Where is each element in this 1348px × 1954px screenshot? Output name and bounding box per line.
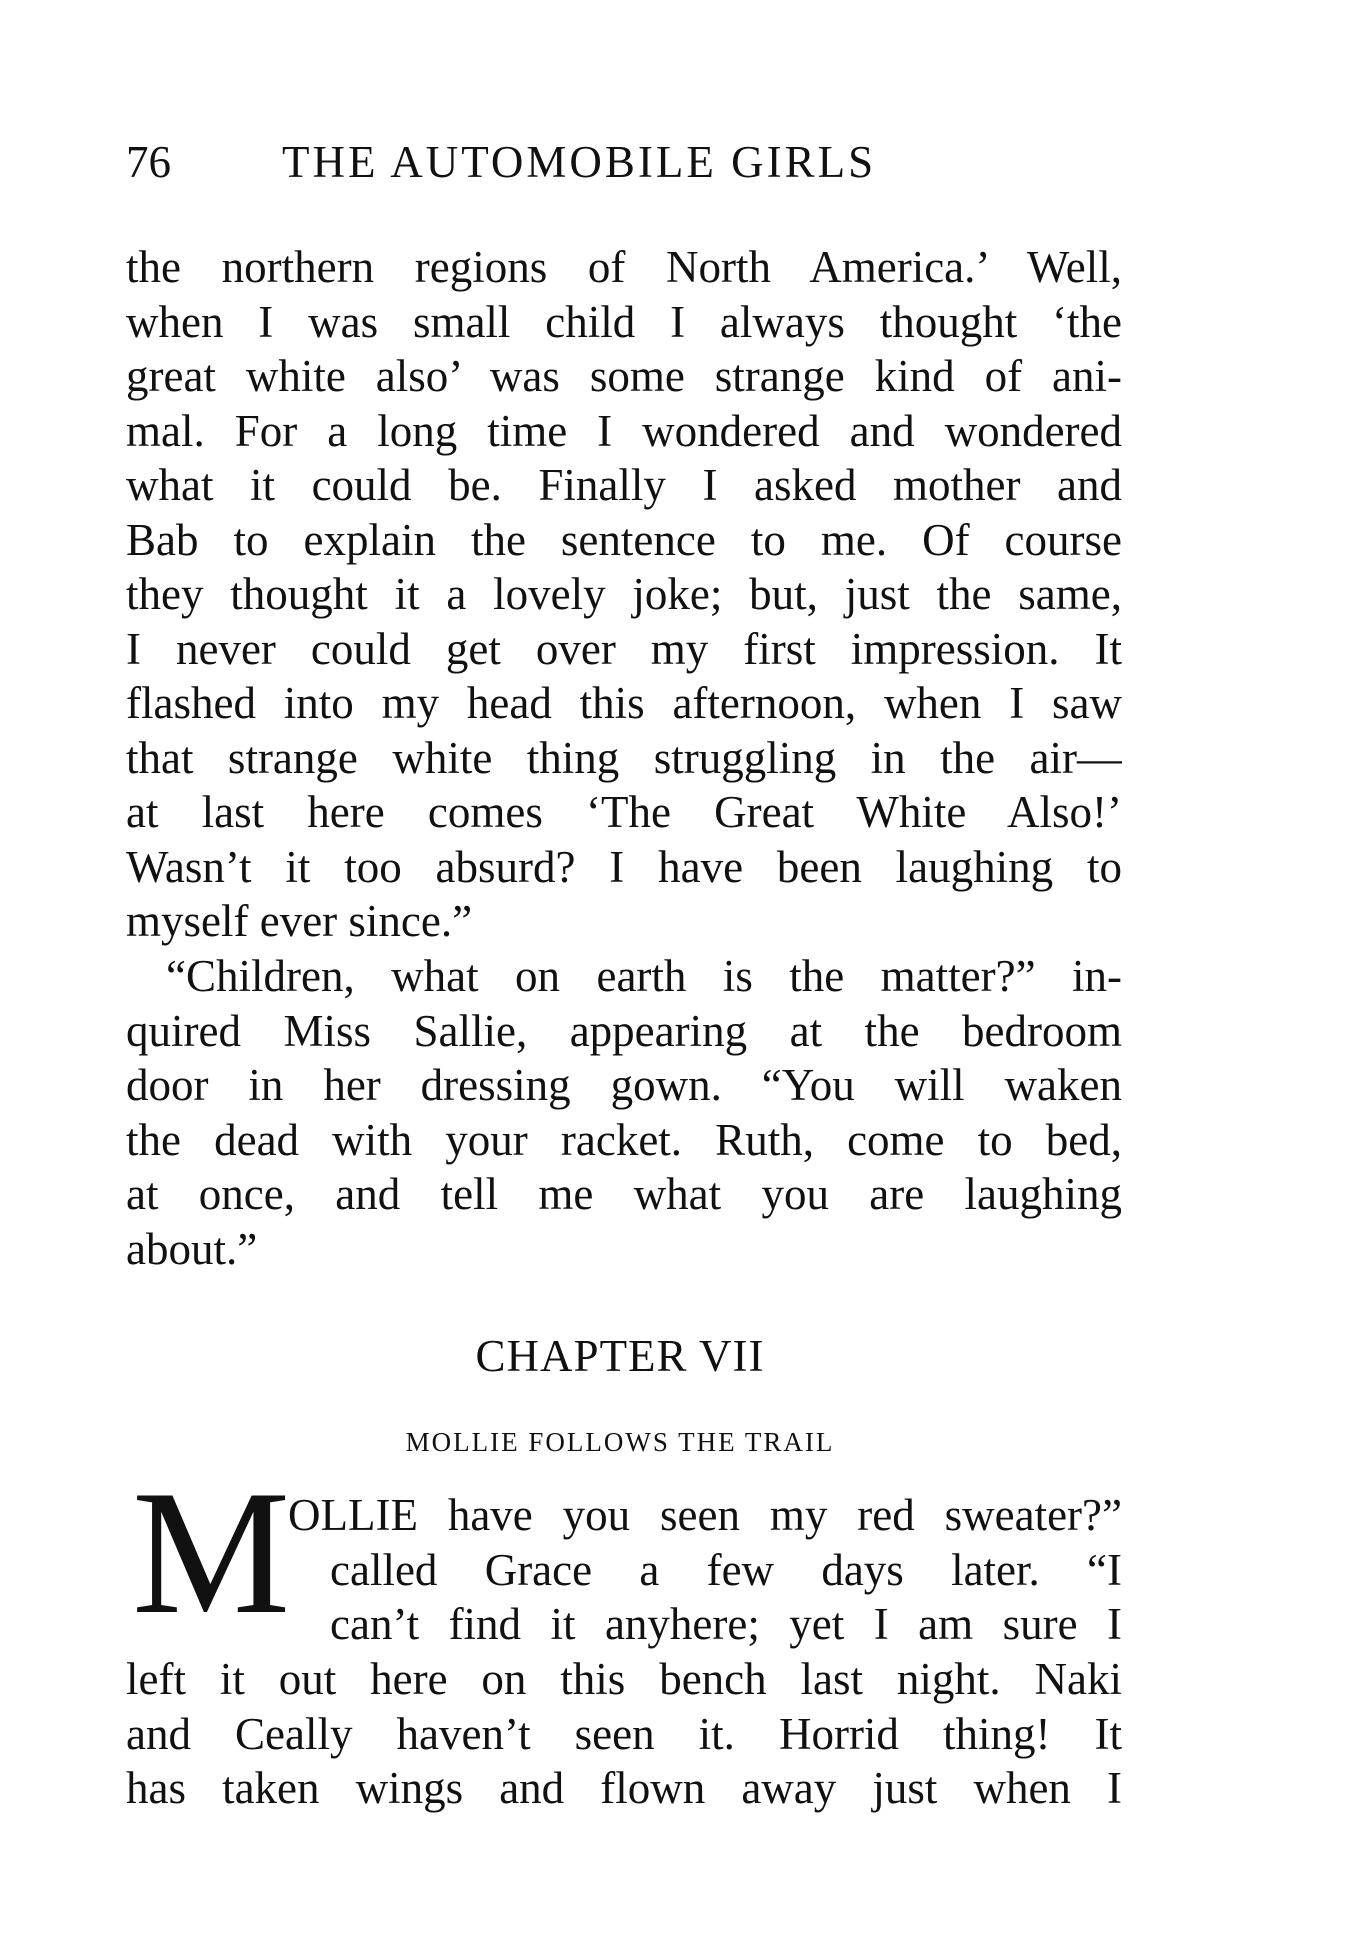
text-line: at last here comes ‘The Great White Also!’ xyxy=(126,787,1122,837)
paragraph-miss-sallie xyxy=(126,949,1122,1276)
text-line: OLLIE have you seen my red sweater?” xyxy=(288,1490,1122,1540)
text-line: that strange white thing struggling in the air— xyxy=(126,732,1122,783)
text-line: great white also’ was some strange kind of ani- xyxy=(126,351,1122,401)
text-line: and Ceally haven’t seen it. Horrid thing! It xyxy=(126,1708,1122,1759)
text-line: called Grace a few days later. “I xyxy=(330,1544,1122,1595)
text-line: what it could be. Finally I asked mother and xyxy=(126,460,1122,510)
text-line: mal. For a long time I wondered and wondered xyxy=(126,405,1122,456)
text-line: door in her dressing gown. “You will waken xyxy=(126,1060,1122,1110)
text-line: I never could get over my first impression. It xyxy=(126,623,1122,674)
text-line: they thought it a lovely joke; but, just the same, xyxy=(126,569,1122,619)
text-line: has taken wings and flown away just when I xyxy=(126,1763,1122,1813)
text-line: Wasn’t it too absurd? I have been laughing to xyxy=(126,841,1122,892)
text-line: myself ever since.” xyxy=(126,896,473,946)
drop-cap: M xyxy=(132,1453,291,1651)
running-head xyxy=(126,132,1126,192)
text-line: Bab to explain the sentence to me. Of course xyxy=(126,514,1122,565)
chapter-title: CHAPTER VII xyxy=(475,1331,765,1381)
text-line: about.” xyxy=(126,1223,258,1274)
drop-cap-lines xyxy=(288,1488,1122,1652)
text-line: the dead with your racket. Ruth, come to bed, xyxy=(126,1114,1122,1165)
text-line: left it out here on this bench last night. Naki xyxy=(126,1654,1122,1704)
text-line: the northern regions of North America.’ Well, xyxy=(126,242,1122,292)
text-line: flashed into my head this afternoon, when I saw xyxy=(126,678,1122,728)
page-number: 76 xyxy=(126,137,171,187)
text-line: can’t find it anyhere; yet I am sure I xyxy=(330,1599,1122,1649)
text-line: at once, and tell me what you are laughing xyxy=(126,1169,1122,1219)
text-line: “Children, what on earth is the matter?” in- xyxy=(166,951,1122,1001)
paragraph-continued xyxy=(126,240,1122,949)
chapter-subtitle: MOLLIE FOLLOWS THE TRAIL xyxy=(405,1427,835,1457)
running-title: THE AUTOMOBILE GIRLS xyxy=(282,137,877,187)
text-line: when I was small child I always thought ‘the xyxy=(126,296,1122,347)
chapter-paragraph xyxy=(126,1652,1122,1816)
text-line: quired Miss Sallie, appearing at the bedroom xyxy=(126,1005,1122,1056)
